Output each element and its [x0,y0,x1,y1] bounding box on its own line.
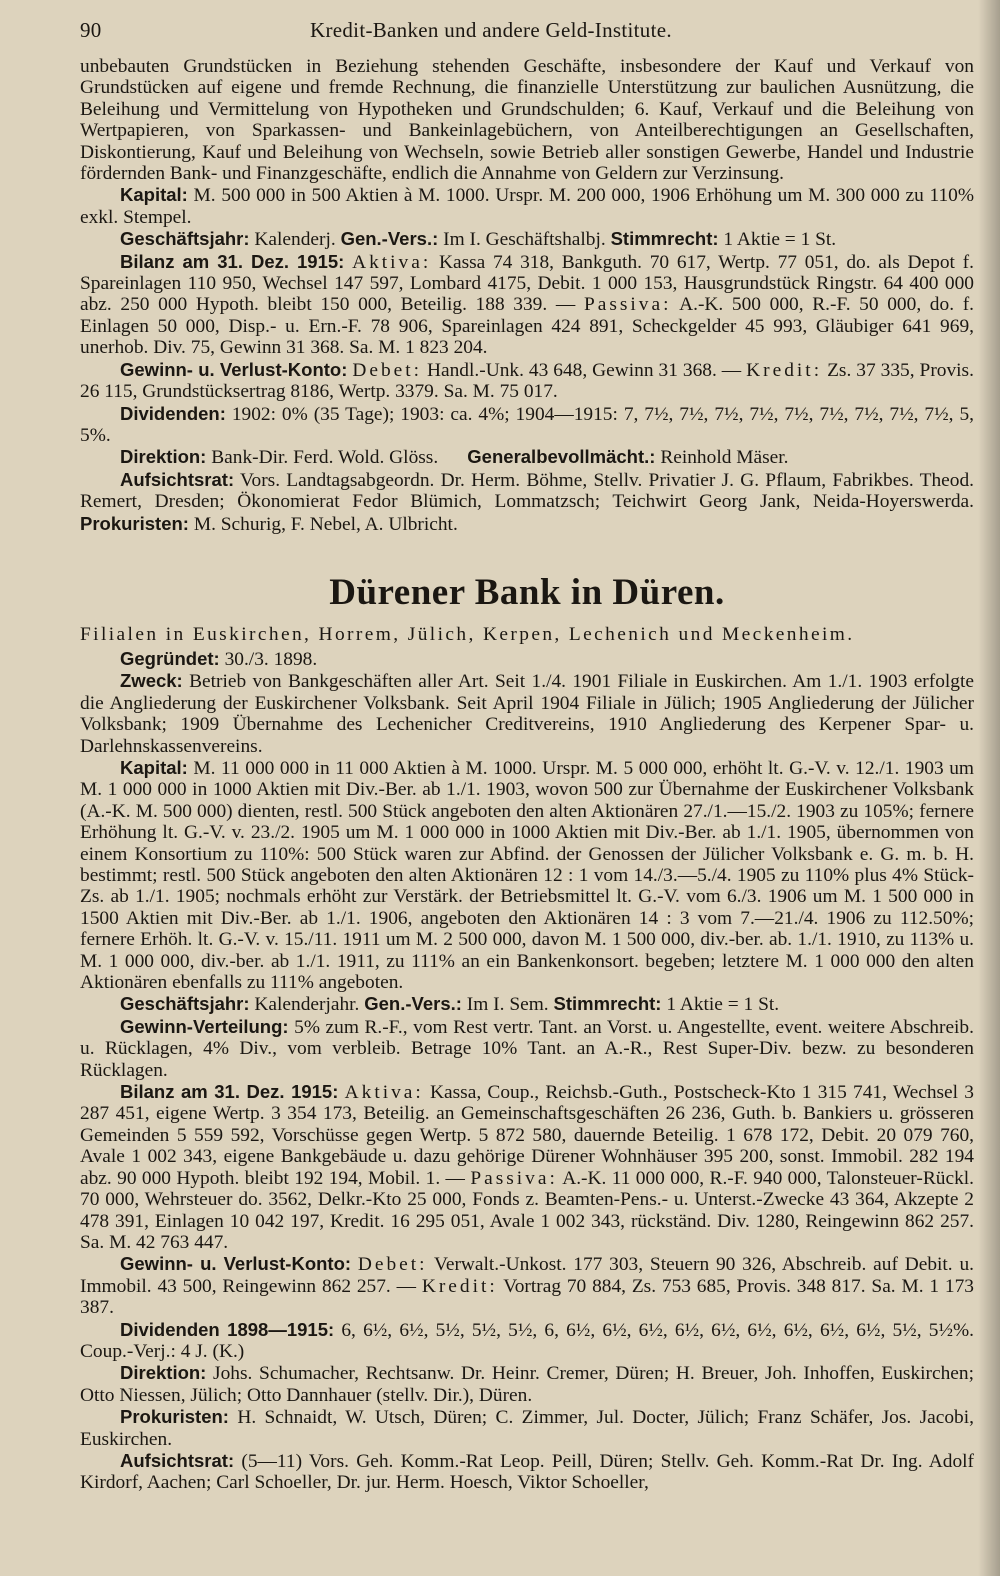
general-meeting-label: Gen.-Vers.: [340,228,439,250]
general-agent-text: Reinhold Mäser. [660,447,789,469]
bank-title: Dürener Bank in Düren. [329,571,725,613]
purpose-text: Betrieb von Bankgeschäften aller Art. Seit 1./4. 1901 Filiale in Euskirchen. Am 1./1. 1903 erfolgte die Angliederung der Euskirchener Volksbank. Seit April 1904 Filiale in Jülich; 1905 Angliederung der Jülicher Volksbank; 1909 Übernahme des Lechenicher Creditvereins, 1910 Angliederung des Kerpener Spar- u. Darlehnskassenvereins. [80,671,974,757]
bank-credit-text: Vortrag 70 884, Zs. 753 685, Provis. 348 817. Sa. M. 1 173 387. [80,1275,974,1319]
management-label: Direktion: [120,446,207,468]
credit-text: Zs. 37 335, Provis. 26 115, Grundstücksertrag 8186, Wertp. 3379. Sa. M. 75 017. [80,359,974,403]
bank-debit-text: Verwalt.-Unkost. 177 303, Steuern 90 326, Abschreib. auf Debit. u. Immobil. 43 500, Reingewinn 862 257. — [80,1254,974,1297]
capital-paragraph [80,184,974,228]
bank-entry [80,624,974,1494]
procurators-text: M. Schurig, F. Nebel, A. Ulbricht. [193,513,458,535]
founded-text: 30./3. 1898. [224,648,318,670]
branches-line: Filialen in Euskirchen, Horrem, Jülich, Kerpen, Lechenich und Meckenheim. [80,623,855,645]
bank-profit-loss-label: Gewinn- u. Verlust-Konto: [120,1253,352,1275]
bank-debit-word: Debet: [357,1254,428,1276]
previous-company-entry [80,56,974,535]
fiscal-year-label: Geschäftsjahr: [120,228,250,250]
bank-general-meeting-text: Im I. Sem. [466,994,549,1016]
liabilities-word: Passiva: [583,294,672,316]
bank-liabilities-text: A.-K. 11 000 000, R.-F. 940 000, Talonsteuer-Rückl. 70 000, Wehrsteuer do. 3562, Delkr.-Kto 25 000, Fonds z. Beamten-Pens.- u. Unterst.-Zwecke 43 364, Akzepte 2 478 391, Einlagen 10 042 197, Kredit. 16 295 051, Avale 1 002 343, rückständ. Div. 1280, Reingewinn 862 257. Sa. M. 42 763 447. [80,1167,975,1253]
bank-management-paragraph [80,1362,974,1406]
bank-dividends-text: 6, 6½, 6½, 5½, 5½, 5½, 6, 6½, 6½, 6½, 6½, 6½, 6½, 6½, 6½, 6½, 5½, 5½%. Coup.-Verj.: 4 J. (K.) [80,1319,974,1362]
running-title: Kredit-Banken und andere Geld-Institute. [310,18,672,42]
profit-loss-paragraph [80,359,974,403]
assets-text: Kassa 74 318, Bankguth. 70 617, Wertp. 77 051, do. als Depot f. Spareinlagen 110 950, Wechsel 147 597, Lombard 4175, Debit. 1 000 153, Hausgrundstück Ringstr. 64 400 000 abz. 250 000 Hypoth. bleibt 150 000, Beteilig. 188 339. — [80,251,974,316]
bank-dividends-label: Dividenden 1898—1915: [120,1318,335,1340]
bank-credit-word: Kredit: [421,1275,498,1297]
bank-procurators-text: H. Schnaidt, W. Utsch, Düren; C. Zimmer, Jul. Docter, Jülich; Franz Schäfer, Jos. Jacobi, Euskirchen. [80,1407,974,1450]
assets-word: Aktiva: [352,251,432,273]
purpose-label: Zweck: [120,670,183,692]
general-meeting-text: Im I. Geschäftshalbj. [443,229,606,251]
founded-label: Gegründet: [120,647,220,669]
capital-label: Kapital: [120,184,188,206]
management-text: Bank-Dir. Ferd. Wold. Glöss. [211,447,439,469]
business-purpose-continued: unbebauten Grundstücken in Beziehung stehenden Geschäfte, insbesondere der Kauf und Verkauf von Grundstücken auf eigene und fremde Rechnung, die finanzielle Unterstützung zur baulichen Ausnützung, die Beleihung und Vermittelung von Hypotheken und Grundschulden; 6. Kauf, Verkauf und die Beleihung von Wertpapieren, von Sparkassen- und Bankeinlagebüchern, von Anteilberechtigungen an Gesellschaften, Diskontierung, Kauf und Beleihung von Wechseln, sowie Betrieb aller sonstigen Gewerbe, Handel und Industrie fördernden Bank- und Finanzgeschäfte, endlich die Annahme von Geldern zur Verzinsung. [80,56,974,185]
page-header [80,18,974,56]
bank-management-text: Johs. Schumacher, Rechtsanw. Dr. Heinr. Cremer, Düren; H. Breuer, Joh. Inhoffen, Euskirchen; Otto Niessen, Jülich; Otto Dannhauer (stellv. Dir.), Düren. [80,1363,974,1406]
bank-profit-loss-paragraph [80,1253,974,1318]
bank-management-label: Direktion: [120,1362,207,1384]
bank-fiscal-year-text: Kalenderjahr. [254,994,360,1016]
profit-distribution-label: Gewinn-Verteilung: [120,1015,289,1037]
supervisory-board-label: Aufsichtsrat: [120,468,235,490]
bank-procurators-label: Prokuristen: [120,1406,229,1428]
general-agent-label: Generalbevollmächt.: [467,446,656,468]
bank-liabilities-word: Passiva: [470,1167,558,1189]
purpose-paragraph [80,670,974,757]
balance-label: Bilanz am 31. Dez. 1915: [120,250,345,272]
credit-word: Kredit: [746,359,823,381]
bank-general-meeting-label: Gen.-Vers.: [364,993,462,1015]
bank-voting-right-text: 1 Aktie = 1 St. [666,994,780,1016]
profit-distribution-paragraph [80,1016,974,1081]
bank-balance-paragraph [80,1081,974,1253]
balance-paragraph [80,251,974,359]
voting-right-text: 1 Aktie = 1 St. [723,229,837,251]
bank-capital-text: M. 11 000 000 in 11 000 Aktien à M. 1000. Urspr. M. 5 000 000, erhöht lt. G.-V. v. 12./1. 1903 um M. 1 000 000 in 1000 Aktien mit Div.-Ber. ab 1./1. 1903, wovon 500 zur Übernahme der Euskirchener Volksbank (A.-K. M. 500 000) dienten, restl. 500 Stück angeboten den alten Aktionären 27./1.—15./2. 1903 zu 105%; fernere Erhöhung lt. G.-V. v. 23./2. 1905 um M. 1 000 000 in 1000 Aktien mit Div.-Ber. ab 1./1. 1905, übernommen von einem Konsortium zu 110%: 500 Stück waren zur Abfind. der Genossen der Jülicher Volksbank e. G. m. b. H. bestimmt; restl. 500 Stück angeboten den alten Aktionären 12 : 1 vom 14./3.—5./4. 1905 zu 110% plus 4% Stück-Zs. ab 1./1. 1905; nochmals erhöht zur Verstärk. der Betriebsmittel lt. G.-V. vom 6./3. 1906 um M. 1 500 000 in 1500 Aktien mit Div.-Ber. ab 1./1. 1906, angeboten den Aktionären 14 : 3 vom 7.—21./4. 1906 zu 112.50%; fernere Erhöh. lt. G.-V. v. 15./11. 1911 um M. 2 500 000, davon M. 1 500 000, div.-ber. ab. 1./1. 1910, zu 113% u. M. 1 000 000, div.-ber. ab 1./1. 1911, zu 111% an ein Bankenkonsort. begeben; letztere M. 1 000 000 den alten Aktionären ebenfalls zu 111% angeboten. [80,757,974,994]
procurators-label: Prokuristen: [80,512,189,534]
bank-voting-right-label: Stimmrecht: [553,993,662,1015]
profit-loss-label: Gewinn- u. Verlust-Konto: [120,358,348,380]
bank-supervisory-board-paragraph [80,1450,974,1494]
bank-supervisory-board-label: Aufsichtsrat: [120,1449,235,1471]
debit-text: Handl.-Unk. 43 648, Gewinn 31 368. — [427,359,742,381]
bank-procurators-paragraph [80,1406,974,1450]
dividends-label: Dividenden: [120,402,226,424]
fiscal-year-paragraph [80,228,974,250]
bank-supervisory-board-text: (5—11) Vors. Geh. Komm.-Rat Leop. Peill, Düren; Stellv. Geh. Komm.-Rat Dr. Ing. Adolf Kirdorf, Aachen; Carl Schoeller, Dr. jur. Herm. Hoesch, Viktor Schoeller, [80,1450,974,1494]
dividends-paragraph [80,403,974,447]
bank-dividends-paragraph [80,1319,974,1363]
bank-assets-text: Kassa, Coup., Reichsb.-Guth., Postscheck-Kto 1 315 741, Wechsel 3 287 451, eigene Wertp. 3 354 173, Beteilig. an Gemeinschaftsgeschäften 26 236, Guth. b. Bankiers u. grösseren Gemeinden 5 559 592, Vorschüsse gegen Wertp. 5 872 580, dauernde Beteilig. 1 678 172, Debit. 20 079 760, Avale 1 002 343, eigene Bankgebäude u. dazu gehörige Dürener Wohnhäuser 395 200, sonst. Immobil. 282 194 abz. 90 000 Hypoth. bleibt 192 194, Mobil. 1. — [80,1082,974,1189]
voting-right-label: Stimmrecht: [610,228,719,250]
bank-fiscal-year-paragraph [80,993,974,1015]
bank-capital-paragraph [80,757,974,993]
supervisory-board-text: Vors. Landtagsabgeordn. Dr. Herm. Böhme, Stellv. Privatier J. G. Pflaum, Fabrikbes. Theod. Remert, Dresden; Ökonomierat Fedor Blümich, Lommatzsch; Teichwirt Georg Jank, Neida-Hoyerswerda. [80,469,975,513]
bank-fiscal-year-label: Geschäftsjahr: [120,993,250,1015]
profit-distribution-text: 5% zum R.-F., vom Rest vertr. Tant. an Vorst. u. Angestellte, event. weitere Abschreib. u. Rücklagen, 4% Div., vom verbleib. Betrage 10% Tant. an A.-R., Rest Super-Div. bezw. zu besonderen Rücklagen. [80,1016,974,1081]
founded-paragraph [80,648,974,670]
bank-assets-word: Aktiva: [344,1082,424,1104]
bank-capital-label: Kapital: [120,756,188,778]
dividends-text: 1902: 0% (35 Tage); 1903: ca. 4%; 1904—1915: 7, 7½, 7½, 7½, 7½, 7½, 7½, 7½, 7½, 7½, 5, 5%. [80,403,974,446]
fiscal-year-text: Kalenderj. [254,229,336,251]
page-edge-shadow [978,0,1000,1576]
page-number: 90 [80,18,102,42]
liabilities-text: A.-K. 500 000, R.-F. 50 000, do. f. Einlagen 50 000, Disp.- u. Ern.-F. 78 906, Spareinlagen 424 891, Scheckgelder 45 993, Gläubiger 641 969, unerhob. Div. 75, Gewinn 31 368. Sa. M. 1 823 204. [80,294,975,359]
management-paragraph [80,446,974,468]
capital-text: M. 500 000 in 500 Aktien à M. 1000. Urspr. M. 200 000, 1906 Erhöhung um M. 300 000 zu 110% exkl. Stempel. [80,185,974,228]
bank-balance-label: Bilanz am 31. Dez. 1915: [120,1081,339,1103]
debit-word: Debet: [352,359,423,381]
supervisory-board-paragraph [80,469,974,535]
